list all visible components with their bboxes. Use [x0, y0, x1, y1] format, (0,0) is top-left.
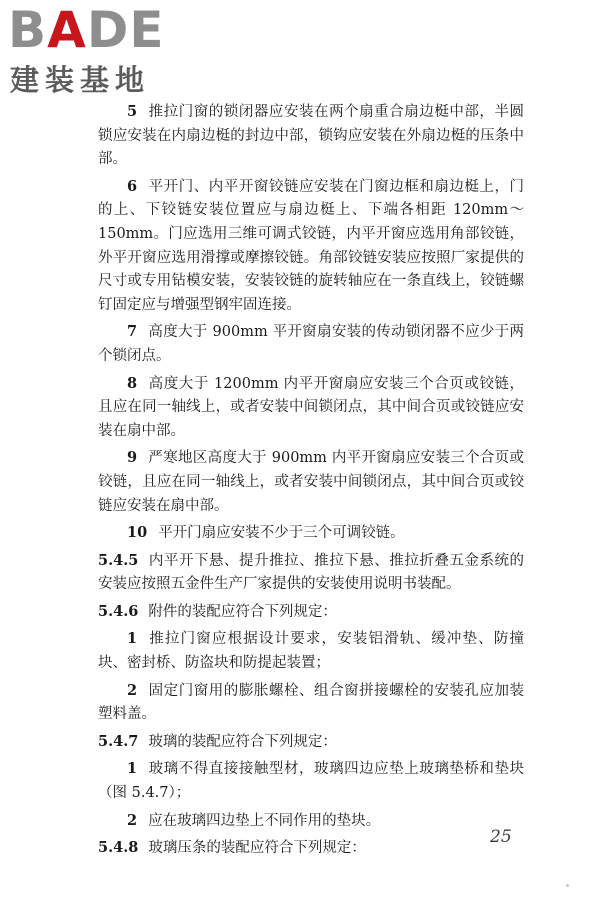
clause-item: 10 平开门扇应安装不少于三个可调铰链。	[127, 524, 405, 542]
clause-item: 9 严寒地区高度大于 900mm 内平开窗扇应安装三个合页或铰链，且应在同一轴线上，或者安装中间锁闭点，其中间合页或铰链应安装在扇中部。	[98, 449, 524, 514]
section-clause: 5.4.5 内平开下悬、提升推拉、推拉下悬、推拉折叠五金系统的安装应按照五金件生产厂家提供的安装使用说明书装配。	[98, 551, 524, 593]
scan-speck	[566, 884, 569, 887]
logo-brand: BADE	[8, 1, 165, 59]
clause-item: 1 推拉门窗应根据设计要求，安装铝滑轨、缓冲垫、防撞块、密封桥、防盗块和防提起装置；	[98, 630, 524, 672]
section-clause: 5.4.8 玻璃压条的装配应符合下列规定：	[98, 839, 366, 857]
clause-item: 5 推拉门窗的锁闭器应安装在两个扇重合扇边梃中部，半圆锁应安装在内扇边梃的封边中部，锁钩应安装在外扇边梃的压条中部。	[98, 103, 524, 168]
clause-item: 2 应在玻璃四边垫上不同作用的垫块。	[127, 811, 381, 829]
bade-logo	[8, 1, 178, 97]
page-number: 25	[490, 827, 512, 847]
clause-item: 6 平开门、内平开窗铰链应安装在门窗边框和扇边梃上，门的上、下铰链安装位置应与扇边梃上、下端各相距 120mm～150mm。门应选用三维可调式铰链，内平开窗应选用角部铰链，外平开窗应选用滑撑或摩擦铰链。角部铰链安装应按照厂家提供的尺寸或专用钻模安装，安装铰链的旋转轴应在一条直线上，铰链螺钉固定应与增强型钢牢固连接。	[98, 177, 524, 313]
section-clause: 5.4.6 附件的装配应符合下列规定：	[98, 602, 337, 620]
clause-item: 1 玻璃不得直接接触型材，玻璃四边应垫上玻璃垫桥和垫块（图 5.4.7）；	[98, 760, 524, 802]
logo-subtitle: 建装基地	[10, 63, 151, 97]
clause-item: 7 高度大于 900mm 平开窗扇安装的传动锁闭器不应少于两个锁闭点。	[98, 323, 524, 364]
section-clause: 5.4.7 玻璃的装配应符合下列规定：	[98, 732, 337, 750]
clause-item: 8 高度大于 1200mm 内平开窗扇应安装三个合页或铰链，且应在同一轴线上，或者安装中间锁闭点，其中间合页或铰链应安装在扇中部。	[98, 374, 524, 439]
document-body	[98, 100, 524, 864]
clause-item: 2 固定门窗用的膨胀螺栓、组合窗拼接螺栓的安装孔应加装塑料盖。	[98, 681, 524, 723]
